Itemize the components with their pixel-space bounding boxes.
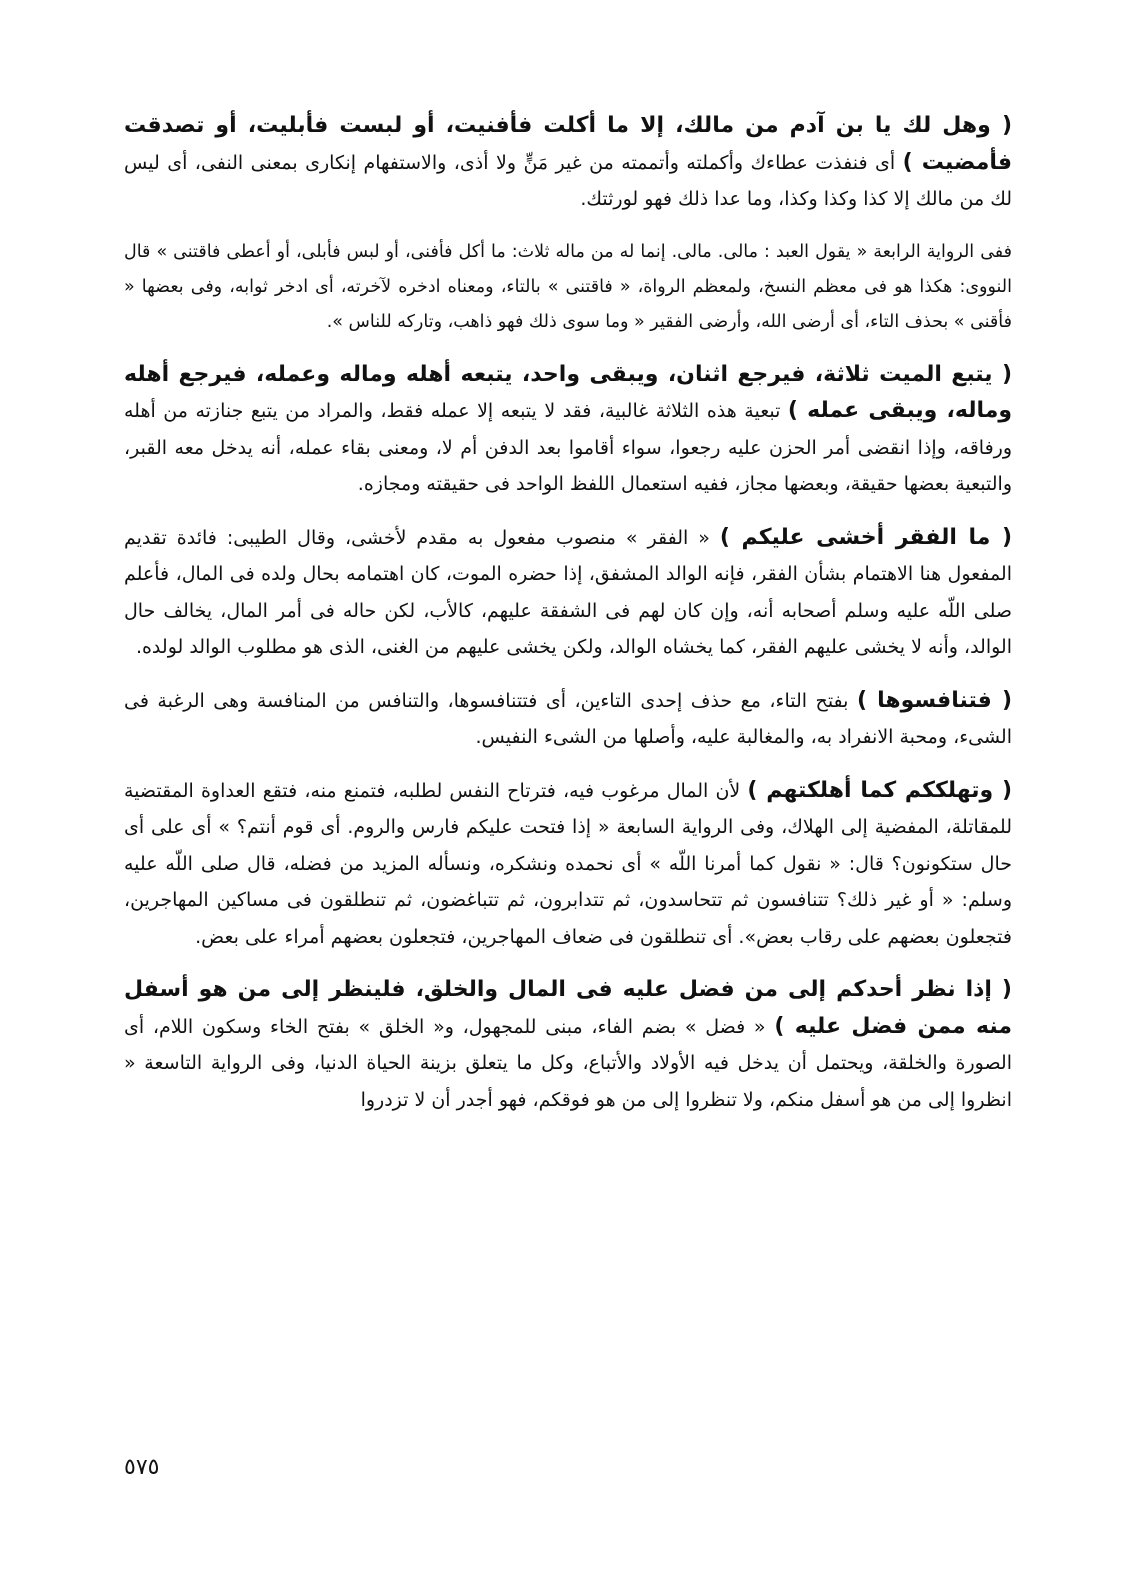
- paragraph-4: [124, 520, 1012, 666]
- commentary-text: ففى الرواية الرابعة « يقول العبد : مالى. مالى. إنما له من ماله ثلاث: ما أكل فأفنى، أو لبس فأبلى، أو أعطى فاقتنى » قال النووى: هكذا هو فى معظم النسخ، ولمعظم الرواة، « فاقتنى » بالتاء، ومعناه ادخره لآخرته، أى ادخر ثوابه، وفى بعضها « فأقنى » بحذف التاء، أى أرضى الله، وأرضى الفقير « وما سوى ذلك فهو ذاهب، وتاركه للناس ».: [124, 241, 1012, 332]
- commentary-text: تبعية هذه الثلاثة غالبية، فقد لا يتبعه إلا عمله فقط، والمراد من يتبع جنازته من أهله ورفاقه، وإذا انقضى أمر الحزن عليه رجعوا، سواء أقاموا بعد الدفن أم لا، ومعنى بقاء عمله، أنه يدخل معه القبر، والتبعية بعضها حقيقة، وبعضها مجاز، ففيه استعمال اللفظ الواحد فى حقيقته ومجازه.: [124, 400, 1012, 495]
- commentary-text: لأن المال مرغوب فيه، فترتاح النفس لطلبه، فتمنع منه، فتقع العداوة المقتضية للمقاتلة، المفضية إلى الهلاك، وفى الرواية السابعة « إذا فتحت عليكم فارس والروم. أى قوم أنتم؟ » أى على أى حال ستكونون؟ قال: « نقول كما أمرنا اللّه » أى نحمده ونشكره، ونسأله المزيد من فضله، قال صلى اللّه عليه وسلم: « أو غير ذلك؟ تتنافسون ثم تتحاسدون، ثم تتدابرون، ثم تتباغضون، ثم تنطلقون فى مساكين المهاجرين، فتجعلون بعضهم على رقاب بعض». أى تنطلقون فى ضعاف المهاجرين، فتجعلون بعضهم أمراء على بعض.: [124, 779, 1012, 948]
- paragraph-6: [124, 773, 1012, 956]
- hadith-quote: ( وتهلككم كما أهلكتهم ): [747, 777, 1012, 803]
- paragraph-3: [124, 357, 1012, 503]
- commentary-text: بفتح التاء، مع حذف إحدى التاءين، أى فتتنافسوها، والتنافس من المنافسة وهى الرغبة فى الشىء، ومحبة الانفراد به، والمغالبة عليه، وأصلها من الشىء النفيس.: [124, 689, 1012, 748]
- hadith-quote: ( يتبع الميت ثلاثة، فيرجع اثنان، ويبقى واحد، يتبعه أهله وماله وعمله، فيرجع أهله وماله، ويبقى عمله ): [124, 361, 1013, 423]
- hadith-quote: ( ما الفقر أخشى عليكم ): [719, 524, 1012, 550]
- hadith-quote: ( إذا نظر أحدكم إلى من فضل عليه فى المال والخلق، فلينظر إلى من هو أسفل منه ممن فضل عليه ): [124, 977, 1012, 1039]
- paragraph-5: [124, 683, 1012, 756]
- paragraph-2: [124, 235, 1012, 340]
- paragraph-7: [124, 972, 1012, 1118]
- page-body: [124, 108, 1012, 1135]
- hadith-quote: ( وهل لك يا بن آدم من مالك، إلا ما أكلت فأفنيت، أو لبست فأبليت، أو تصدقت فأمضيت ): [124, 113, 1013, 175]
- commentary-text: « فضل » بضم الفاء، مبنى للمجهول، و« الخلق » بفتح الخاء وسكون اللام، أى الصورة والخلقة، ويحتمل أن يدخل فيه الأولاد والأتباع، وكل ما يتعلق بزينة الحياة الدنيا، وفى الرواية التاسعة « انظروا إلى من هو أسفل منكم، ولا تنظروا إلى من هو فوقكم، فهو أجدر أن لا تزدروا: [124, 1015, 1012, 1111]
- hadith-quote: ( فتنافسوها ): [856, 687, 1012, 713]
- page-number: ٥٧٥: [124, 1455, 160, 1480]
- commentary-text: « الفقر » منصوب مفعول به مقدم لأخشى، وقال الطيبى: فائدة تقديم المفعول هنا الاهتمام بشأن الفقر، فإنه الوالد المشفق، إذا حضره الموت، كان اهتمامه بحال ولده فى المال، فأعلم صلى اللّه عليه وسلم أصحابه أنه، وإن كان لهم فى الشفقة عليهم، كالأب، لكن حاله فى أمر المال، يخالف حال الوالد، وأنه لا يخشى عليهم الفقر، كما يخشاه الوالد، ولكن يخشى عليهم من الغنى، الذى هو مطلوب الوالد لولده.: [124, 526, 1012, 658]
- paragraph-1: [124, 108, 1012, 218]
- commentary-text: أى فنفذت عطاءك وأكملته وأتممته من غير مَنٍّ ولا أذى، والاستفهام إنكارى بمعنى النفى، أى ليس لك من مالك إلا كذا وكذا وكذا، وما عدا ذلك فهو لورثتك.: [124, 151, 1012, 210]
